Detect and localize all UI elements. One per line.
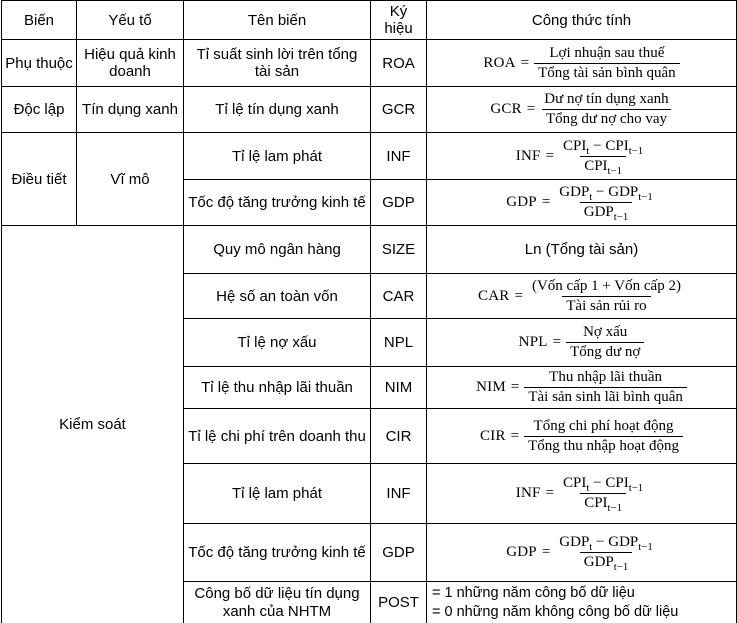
equals-sign: = — [510, 379, 520, 396]
fraction-denominator: Tổng dư nợ cho vay — [542, 109, 671, 128]
equals-sign: = — [552, 334, 562, 351]
fraction-numerator — [559, 475, 647, 493]
fraction-denominator — [580, 202, 633, 224]
equals-sign: = — [514, 287, 523, 304]
equation-inf — [515, 475, 647, 515]
fraction-denominator — [580, 156, 626, 175]
table-body — [2, 40, 737, 623]
fraction-denominator: Tổng dư nợ — [566, 342, 644, 361]
fraction — [534, 45, 679, 82]
cpi-symbol: CPI — [563, 475, 587, 492]
equation-lhs: CIR — [480, 427, 506, 444]
subscript-t: t — [586, 144, 590, 157]
cell-group-phu-thuoc: Phụ thuộc — [2, 40, 77, 87]
fraction — [559, 475, 647, 515]
cell-name-gcr: Tỉ lệ tín dụng xanh — [184, 87, 371, 133]
cell-formula-roa — [427, 40, 737, 87]
equals-sign: = — [510, 427, 520, 444]
variable-definition-table — [1, 0, 737, 623]
cell-formula-size — [427, 226, 737, 274]
fraction — [555, 534, 657, 574]
equals-sign: = — [526, 101, 536, 118]
table-row — [2, 226, 737, 274]
cpi-symbol: CPI — [605, 475, 629, 492]
cell-factor-tin-dung-xanh: Tín dụng xanh — [77, 87, 184, 133]
subscript-t-1: t−1 — [628, 144, 644, 157]
fraction — [524, 369, 687, 406]
cell-name-nim: Tỉ lệ thu nhập lãi thuần — [184, 367, 371, 409]
cell-symbol-inf-control: INF — [371, 464, 427, 524]
fraction-denominator: Tài sản sinh lãi bình quân — [524, 387, 687, 406]
cell-name-inf: Tỉ lệ lam phát — [184, 133, 371, 180]
fraction-numerator — [559, 138, 647, 156]
equation-inf — [516, 138, 647, 175]
equation-lhs: GCR — [490, 101, 522, 118]
table-row — [2, 40, 737, 87]
cell-name-inf-control: Tỉ lệ lam phát — [184, 464, 371, 524]
cell-name-post: Công bố dữ liệu tín dụng xanh của NHTM — [184, 582, 371, 623]
cell-formula-gdp — [427, 180, 737, 226]
minus-sign: − — [596, 534, 605, 551]
cell-formula-gcr — [427, 87, 737, 133]
cell-name-roa: Tỉ suất sinh lời trên tổng tài sản — [184, 40, 371, 87]
cell-group-doc-lap: Độc lập — [2, 87, 77, 133]
fraction-numerator: Thu nhập lãi thuần — [549, 369, 663, 386]
fraction — [566, 324, 644, 361]
header-yeu-to: Yếu tố — [77, 1, 184, 40]
cell-symbol-size: SIZE — [371, 226, 427, 274]
header-ten-bien: Tên biến — [184, 1, 371, 40]
gdp-symbol: GDP — [583, 204, 614, 221]
cell-factor-vi-mo: Vĩ mô — [77, 133, 184, 226]
header-bien: Biến — [2, 1, 77, 40]
table-header — [2, 1, 737, 40]
table-row — [2, 87, 737, 133]
equation-npl — [519, 324, 645, 361]
equals-sign: = — [545, 147, 555, 164]
fraction — [524, 418, 683, 455]
equation-lhs: GDP — [506, 544, 537, 561]
table-row — [2, 133, 737, 180]
fraction — [528, 278, 685, 315]
gdp-symbol: GDP — [559, 184, 590, 201]
formula-line-2: = 0 những năm không công bố dữ liệu — [432, 603, 679, 620]
fraction-denominator: Tổng thu nhập hoạt động — [524, 436, 683, 455]
equation-lhs: INF — [515, 485, 541, 502]
cell-symbol-nim: NIM — [371, 367, 427, 409]
equation-gdp — [506, 534, 657, 574]
cell-factor-hieu-qua-kinh-doanh: Hiệu quả kinh doanh — [77, 40, 184, 87]
fraction-denominator: Tổng tài sản bình quân — [534, 63, 679, 82]
cell-name-gdp-control: Tốc độ tăng trưởng kinh tế — [184, 524, 371, 582]
cell-symbol-car: CAR — [371, 274, 427, 319]
fraction-denominator — [580, 493, 626, 515]
header-ky-hieu: Ký hiệu — [371, 1, 427, 40]
cpi-symbol: CPI — [584, 157, 608, 174]
cell-symbol-gdp: GDP — [371, 180, 427, 226]
fraction-numerator: Tổng chi phí hoạt động — [533, 417, 674, 434]
equals-sign: = — [541, 194, 551, 211]
equation-lhs: ROA — [483, 54, 516, 71]
subscript-t: t — [586, 482, 590, 495]
cell-formula-cir — [427, 409, 737, 464]
fraction-denominator: Tài sản rủi ro — [562, 296, 650, 315]
cell-name-cir: Tỉ lệ chi phí trên doanh thu — [184, 409, 371, 464]
subscript-t-1: t−1 — [613, 211, 629, 224]
equation-lhs: INF — [515, 147, 541, 164]
cell-symbol-npl: NPL — [371, 319, 427, 367]
equation-gcr — [490, 91, 672, 128]
equation-nim — [476, 369, 687, 406]
cell-group-kiem-soat: Kiểm soát — [2, 226, 184, 623]
cell-symbol-roa: ROA — [371, 40, 427, 87]
subscript-t: t — [589, 191, 593, 204]
fraction-numerator: Nợ xấu — [583, 324, 628, 341]
cell-formula-inf — [427, 133, 737, 180]
subscript-t: t — [589, 541, 593, 554]
cell-symbol-inf: INF — [371, 133, 427, 180]
cell-formula-inf-control — [427, 464, 737, 524]
cpi-symbol: CPI — [605, 137, 629, 154]
cell-formula-nim — [427, 367, 737, 409]
formula-plain-text: Ln (Tổng tài sản) — [524, 241, 639, 259]
cell-name-gdp: Tốc độ tăng trưởng kinh tế — [184, 180, 371, 226]
cell-symbol-post: POST — [371, 582, 427, 623]
cell-name-npl: Tỉ lệ nợ xấu — [184, 319, 371, 367]
equation-lhs: NIM — [476, 379, 506, 396]
fraction-denominator — [580, 552, 633, 574]
equation-gdp — [506, 184, 657, 224]
subscript-t-1: t−1 — [607, 502, 623, 515]
cell-formula-gdp-control — [427, 524, 737, 582]
header-cong-thuc-tinh: Công thức tính — [427, 1, 737, 40]
equals-sign: = — [541, 544, 551, 561]
minus-sign: − — [596, 184, 605, 201]
fraction — [540, 91, 672, 128]
gdp-symbol: GDP — [608, 534, 639, 551]
fraction-numerator — [555, 534, 657, 552]
minus-sign: − — [593, 475, 602, 492]
equation-cir — [480, 418, 683, 455]
subscript-t-1: t−1 — [613, 561, 629, 574]
cell-formula-post — [427, 582, 737, 623]
cell-group-dieu-tiet: Điều tiết — [2, 133, 77, 226]
subscript-t-1: t−1 — [607, 164, 623, 177]
cpi-symbol: CPI — [584, 495, 608, 512]
equals-sign: = — [520, 54, 530, 71]
equation-car — [478, 278, 685, 315]
minus-sign: − — [593, 137, 602, 154]
fraction — [559, 138, 647, 175]
fraction-numerator — [555, 184, 657, 202]
subscript-t-1: t−1 — [638, 191, 653, 204]
fraction-numerator: Dư nợ tín dụng xanh — [544, 91, 669, 108]
equation-lhs: NPL — [518, 334, 548, 351]
equation-roa — [483, 45, 679, 82]
equation-lhs: GDP — [506, 194, 537, 211]
cell-formula-npl — [427, 319, 737, 367]
cell-symbol-cir: CIR — [371, 409, 427, 464]
subscript-t-1: t−1 — [628, 482, 644, 495]
cell-name-car: Hệ số an toàn vốn — [184, 274, 371, 319]
cell-symbol-gdp-control: GDP — [371, 524, 427, 582]
fraction-numerator: (Vốn cấp 1 + Vốn cấp 2) — [531, 277, 681, 294]
equation-lhs: CAR — [478, 287, 510, 304]
fraction-numerator: Lợi nhuận sau thuế — [549, 44, 665, 61]
gdp-symbol: GDP — [608, 184, 639, 201]
gdp-symbol: GDP — [583, 554, 614, 571]
equals-sign: = — [545, 485, 555, 502]
formula-line-1: = 1 những năm công bố dữ liệu — [432, 585, 635, 602]
subscript-t-1: t−1 — [638, 541, 653, 554]
cell-symbol-gcr: GCR — [371, 87, 427, 133]
fraction — [555, 184, 657, 224]
gdp-symbol: GDP — [559, 534, 590, 551]
cpi-symbol: CPI — [563, 137, 587, 154]
cell-name-size: Quy mô ngân hàng — [184, 226, 371, 274]
cell-formula-car — [427, 274, 737, 319]
header-row — [2, 1, 737, 40]
